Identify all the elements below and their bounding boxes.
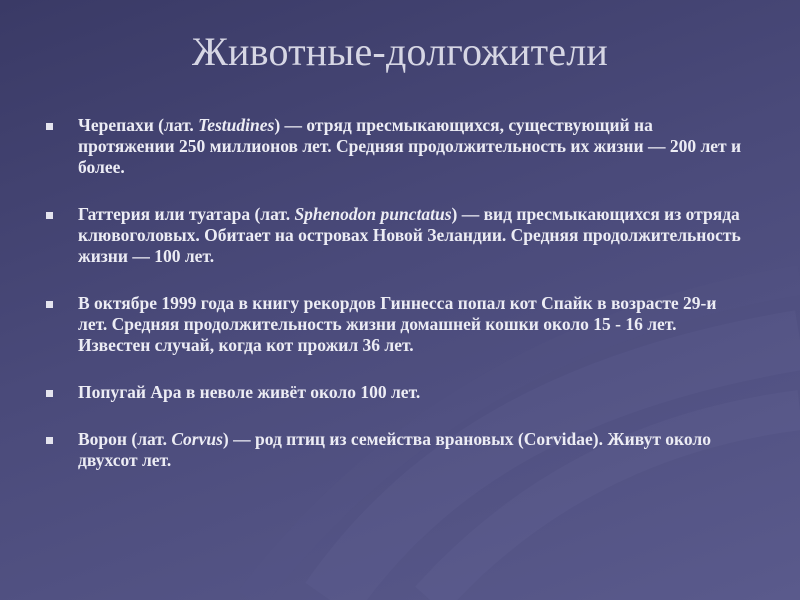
bullet-text: Ворон (лат. Corvus) — род птиц из семейства врановых (Corvidae). Живут около двухсот лет. bbox=[78, 429, 711, 470]
bullet-turtles bbox=[44, 115, 744, 178]
square-bullet-icon bbox=[46, 437, 53, 444]
bullet-text: В октябре 1999 года в книгу рекордов Гиннесса попал кот Спайк в возрасте 29-и лет. Средняя продолжительность жизни домашней кошки около 15 - 16 лет. Известен случай, когда кот прожил 36 лет. bbox=[78, 293, 717, 355]
bullet-tuatara bbox=[44, 204, 744, 267]
square-bullet-icon bbox=[46, 123, 53, 130]
bullet-cat bbox=[44, 293, 744, 356]
bullet-text: Черепахи (лат. Testudines) — отряд пресмыкающихся, существующий на протяжении 250 миллионов лет. Средняя продолжительность их жизни — 200 лет и более. bbox=[78, 115, 742, 177]
square-bullet-icon bbox=[46, 390, 53, 397]
bullet-parrot bbox=[44, 382, 744, 403]
square-bullet-icon bbox=[46, 301, 53, 308]
bullet-list bbox=[44, 115, 744, 497]
slide-title: Животные-долгожители bbox=[191, 29, 608, 74]
square-bullet-icon bbox=[46, 212, 53, 219]
bullet-text: Попугай Ара в неволе живёт около 100 лет. bbox=[78, 382, 421, 402]
bullet-raven bbox=[44, 429, 744, 471]
bullet-text: Гаттерия или туатара (лат. Sphenodon punctatus) — вид пресмыкающихся из отряда клювоголовых. Обитает на островах Новой Зеландии. Средняя продолжительность жизни — 100 лет. bbox=[78, 204, 741, 266]
